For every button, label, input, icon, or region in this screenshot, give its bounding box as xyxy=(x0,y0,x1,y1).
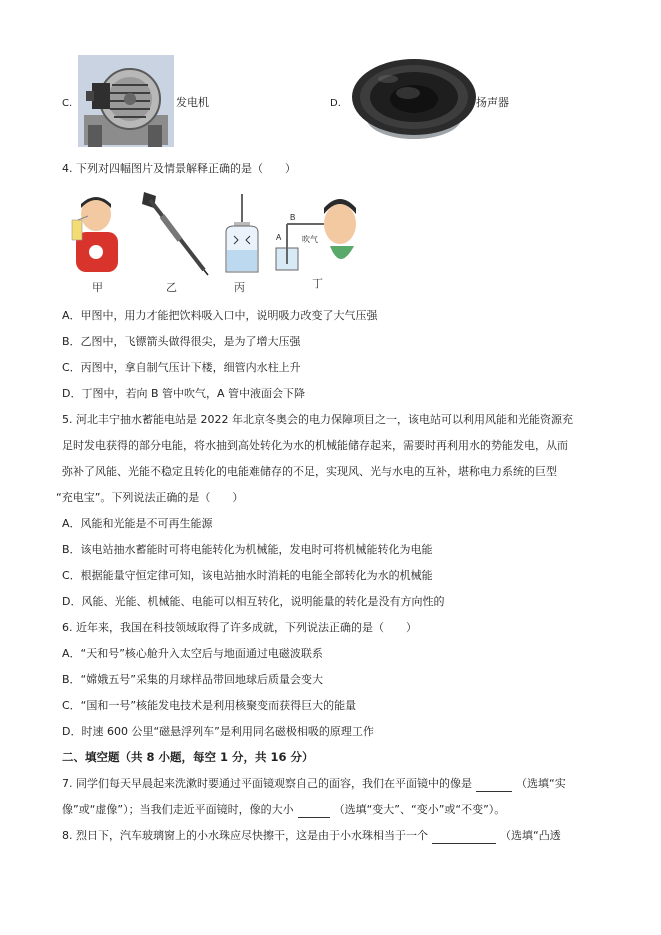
figure-yi-dart xyxy=(140,190,212,276)
loudspeaker-image xyxy=(348,55,476,145)
q6-option-c: C．“国和一号”核能发电技术是利用核聚变而获得巨大的能量 xyxy=(62,699,357,712)
q7-blank-1[interactable] xyxy=(476,777,512,792)
blow-label: 吹气 xyxy=(302,235,318,244)
q4-option-a: A．甲图中，用力才能把饮料吸入口中，说明吸力改变了大气压强 xyxy=(62,309,378,322)
q3-option-c-label: C. xyxy=(62,98,73,109)
q3-option-d-text: 扬声器 xyxy=(476,96,509,109)
caption-bing: 丙 xyxy=(234,281,245,294)
q4-option-c: C．丙图中，拿自制气压计下楼，细管内水柱上升 xyxy=(62,361,301,374)
q5-stem-line-4: “充电宝”。下列说法正确的是（ ） xyxy=(56,491,244,504)
q5-stem-line-1: 5. 河北丰宁抽水蓄能电站是 2022 年北京冬奥会的电力保障项目之一，该电站可以利用风能和光能资源充 xyxy=(62,413,573,426)
tube-a-label: A xyxy=(276,233,282,242)
caption-yi: 乙 xyxy=(166,281,177,294)
q5-option-d: D．风能、光能、机械能、电能可以相互转化，说明能量的转化是没有方向性的 xyxy=(62,595,445,608)
q5-option-a: A．风能和光能是不可再生能源 xyxy=(62,517,213,530)
q7-line-2-text-b: （选填“变大”、“变小”或“不变”）。 xyxy=(333,803,506,816)
q7-line-1-text-b: （选填“实 xyxy=(516,777,566,790)
q8-line-1 xyxy=(62,829,561,844)
caption-ding: 丁 xyxy=(312,277,323,290)
q7-line-2 xyxy=(62,803,505,818)
section-2-title: 二、填空题（共 8 小题，每空 1 分，共 16 分） xyxy=(62,750,314,764)
tube-b-label: B xyxy=(290,213,296,222)
caption-jia: 甲 xyxy=(92,281,103,294)
q8-blank-1[interactable] xyxy=(432,829,496,844)
q5-option-b: B．该电站抽水蓄能时可将电能转化为机械能，发电时可将机械能转化为电能 xyxy=(62,543,433,556)
q3-option-c-text: 发电机 xyxy=(176,96,209,109)
q7-line-2-text-a: 像”或“虚像”）；当我们走近平面镜时，像的大小 xyxy=(62,803,294,816)
q8-line-1-text-b: （选填“凸透 xyxy=(500,829,561,842)
q6-option-b: B．“嫦娥五号”采集的月球样品带回地球后质量会变大 xyxy=(62,673,323,686)
q3-option-d-label: D. xyxy=(330,98,341,109)
q8-line-1-text-a: 8. 烈日下，汽车玻璃窗上的小水珠应尽快擦干，这是由于小水珠相当于一个 xyxy=(62,829,428,842)
q4-option-d: D．丁图中，若向 B 管中吹气，A 管中液面会下降 xyxy=(62,387,306,400)
q6-option-a: A．“天和号”核心舱升入太空后与地面通过电磁波联系 xyxy=(62,647,323,660)
q5-stem-line-3: 弥补了风能、光能不稳定且转化的电能难储存的不足，实现风、光与水电的互补，堪称电力系统的巨型 xyxy=(62,465,557,478)
figure-bing-barometer xyxy=(220,192,264,276)
figure-jia-boy-drinking xyxy=(66,192,126,274)
q7-line-1-text-a: 7. 同学们每天早晨起来洗漱时要通过平面镜观察自己的面容，我们在平面镜中的像是 xyxy=(62,777,472,790)
figure-ding-blow-tube xyxy=(272,194,358,272)
q4-stem: 4. 下列对四幅图片及情景解释正确的是（ ） xyxy=(62,162,296,175)
q7-blank-2[interactable] xyxy=(298,803,330,818)
q5-option-c: C．根据能量守恒定律可知，该电站抽水时消耗的电能全部转化为水的机械能 xyxy=(62,569,433,582)
q6-stem: 6. 近年来，我国在科技领域取得了许多成就，下列说法正确的是（ ） xyxy=(62,621,417,634)
q7-line-1 xyxy=(62,777,566,792)
q5-stem-line-2: 足时发电获得的部分电能，将水抽到高处转化为水的机械能储存起来，需要时再利用水的势能发电，从而 xyxy=(62,439,568,452)
q6-option-d: D．时速 600 公里“磁悬浮列车”是利用同名磁极相吸的原理工作 xyxy=(62,725,374,738)
generator-image xyxy=(78,55,174,147)
q4-option-b: B．乙图中，飞镖箭头做得很尖，是为了增大压强 xyxy=(62,335,301,348)
